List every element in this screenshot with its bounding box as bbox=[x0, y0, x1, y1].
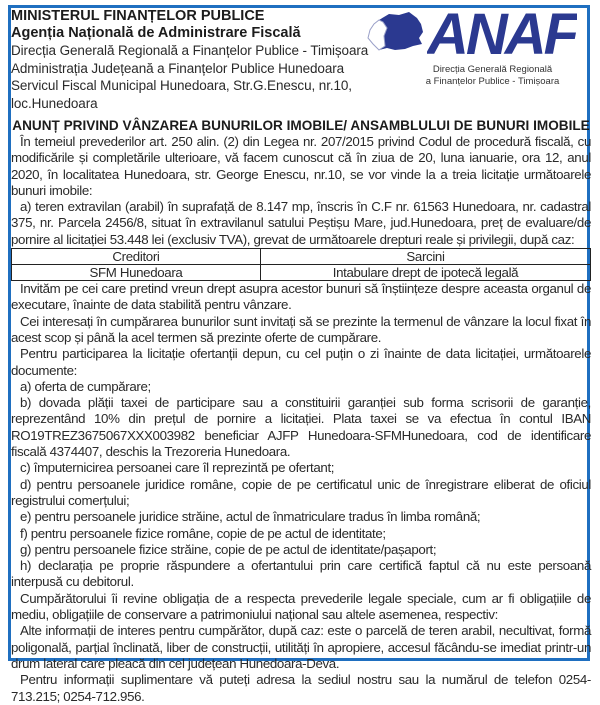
table-header-row bbox=[12, 249, 591, 265]
announcement-content bbox=[11, 8, 591, 705]
table-header-creditori: Creditori bbox=[12, 249, 261, 265]
table-cell-sarcina: Intabulare drept de ipotecă legală bbox=[260, 265, 590, 281]
logo-caption-line1: Direcția Generală Regională bbox=[432, 64, 553, 75]
invite-paragraph: Invităm pe cei care pretind vreun drept asupra acestor bunuri să înștiințeze despre aceasta organul de executare, înainte de data stabilită pentru vânzare. bbox=[11, 281, 591, 313]
logo-caption-line2: a Finanțelor Publice - Timișoara bbox=[425, 76, 560, 87]
announcement-title: ANUNȚ PRIVIND VÂNZAREA BUNURILOR IMOBILE/ ANSAMBLULUI DE BUNURI IMOBILE bbox=[12, 118, 590, 133]
table-row bbox=[12, 265, 591, 281]
intro-paragraph: În temeiul prevederilor art. 250 alin. (2) din Legea nr. 207/2015 privind Codul de procedură fiscală, cu modificările și completările ulterioare, vă facem cunoscut că în ziua de 20, luna ianuarie, ora 12, anul 2020, în localitatea Hunedoara, str. George Enescu, nr.10, se vor vinde la a treia licitație următoarele bunuri imobile: bbox=[11, 134, 591, 198]
announcement-body bbox=[11, 134, 591, 705]
agency-name: Agenția Națională de Administrare Fiscală bbox=[11, 25, 301, 41]
anaf-wordmark-text: ANAF bbox=[427, 8, 577, 60]
header bbox=[11, 8, 591, 112]
document-item: e) pentru persoanele juridice străine, actul de înmatriculare tradus în limba română; bbox=[20, 509, 481, 525]
document-item: g) pentru persoanele fizice străine, copie de pe actul de identitate/pașaport; bbox=[20, 541, 437, 557]
document-item: c) împuternicirea persoanei care îl reprezintă pe ofertant; bbox=[20, 460, 335, 476]
obligations-paragraph: Cumpărătorului îi revine obligația de a respecta prevederile legale speciale, cum ar fi obligațiile de mediu, obligațiile de conservare a patrimoniului național sau altele asemenea, respectiv: bbox=[11, 590, 591, 623]
document-item: d) pentru persoanele juridice române, copie de pe certificatul unic de înregistrare eliberat de oficiul registrului comerțului; bbox=[11, 476, 591, 508]
participation-paragraph: Pentru participarea la licitație ofertanții depun, cu cel puțin o zi înainte de data licitației, următoarele documente: bbox=[11, 346, 591, 378]
header-line: Direcția Generală Regională a Finanțelor Publice - Timișoara bbox=[11, 43, 369, 58]
property-item-a: a) teren extravilan (arabil) în suprafață de 8.147 mp, înscris în C.F nr. 61563 Hunedoara, nr. cadastral 375, nr. Parcela 2456/8, situat în extravilanul satului Peștișu Mare, jud.Hunedoara, preț de evaluare/de pornire al licitației 53.448 lei (exclusiv TVA), grevat de următoarele drepturi reale și privilegii, după caz: bbox=[11, 199, 591, 247]
header-line: loc.Hunedoara bbox=[11, 95, 98, 111]
contact-paragraph: Pentru informații suplimentare vă puteți adresa la sediul nostru sau la numărul de telefon 0254-713.215; 0254-712.956. bbox=[11, 672, 591, 704]
header-line: Administrația Județeană a Finanțelor Publice Hunedoara bbox=[11, 60, 345, 76]
creditors-table bbox=[11, 248, 591, 281]
document-item: a) oferta de cumpărare; bbox=[20, 378, 151, 394]
ministry-name: MINISTERUL FINANȚELOR PUBLICE bbox=[11, 8, 265, 24]
table-cell-creditor: SFM Hunedoara bbox=[12, 265, 261, 281]
document-item: h) declarația pe proprie răspundere a ofertantului prin care certifică faptul că nu este persoană interpusă cu debitorul. bbox=[11, 558, 591, 590]
header-line: Servicul Fiscal Municipal Hunedoara, Str.G.Enescu, nr.10, bbox=[11, 78, 352, 93]
table-header-sarcini: Sarcini bbox=[260, 249, 590, 265]
document-item: f) pentru persoanele fizice române, copie de pe actul de identitate; bbox=[20, 525, 386, 541]
interested-paragraph: Cei interesați în cumpărarea bunurilor sunt invitați să se prezinte la termenul de vânzare la locul fixat în acest scop și până la acel termen să prezinte oferte de cumpărare. bbox=[11, 313, 591, 345]
other-info-paragraph: Alte informații de interes pentru cumpărător, după caz: este o parcelă de teren arabil, necultivat, formă poligonală, parțial înclinată, liber de construcții, utilități în apropiere, accesul făcându-se imediat printr-un drum lateral care pleacă din cel județean Hunedoara-Deva. bbox=[11, 623, 591, 671]
document-item: b) dovada plății taxei de participare sau a constituirii garanției sub forma scrisorii de garanție, reprezentând 10% din prețul de pornire a licitației. Plata taxei se va efectua în contul IBAN RO19TREZ3675067XXX003982 beneficiar AJFP Hunedoara-SFMHunedoara, cod de identificare fiscală 4374407, deschis la Trezoreria Hunedoara. bbox=[11, 395, 591, 460]
